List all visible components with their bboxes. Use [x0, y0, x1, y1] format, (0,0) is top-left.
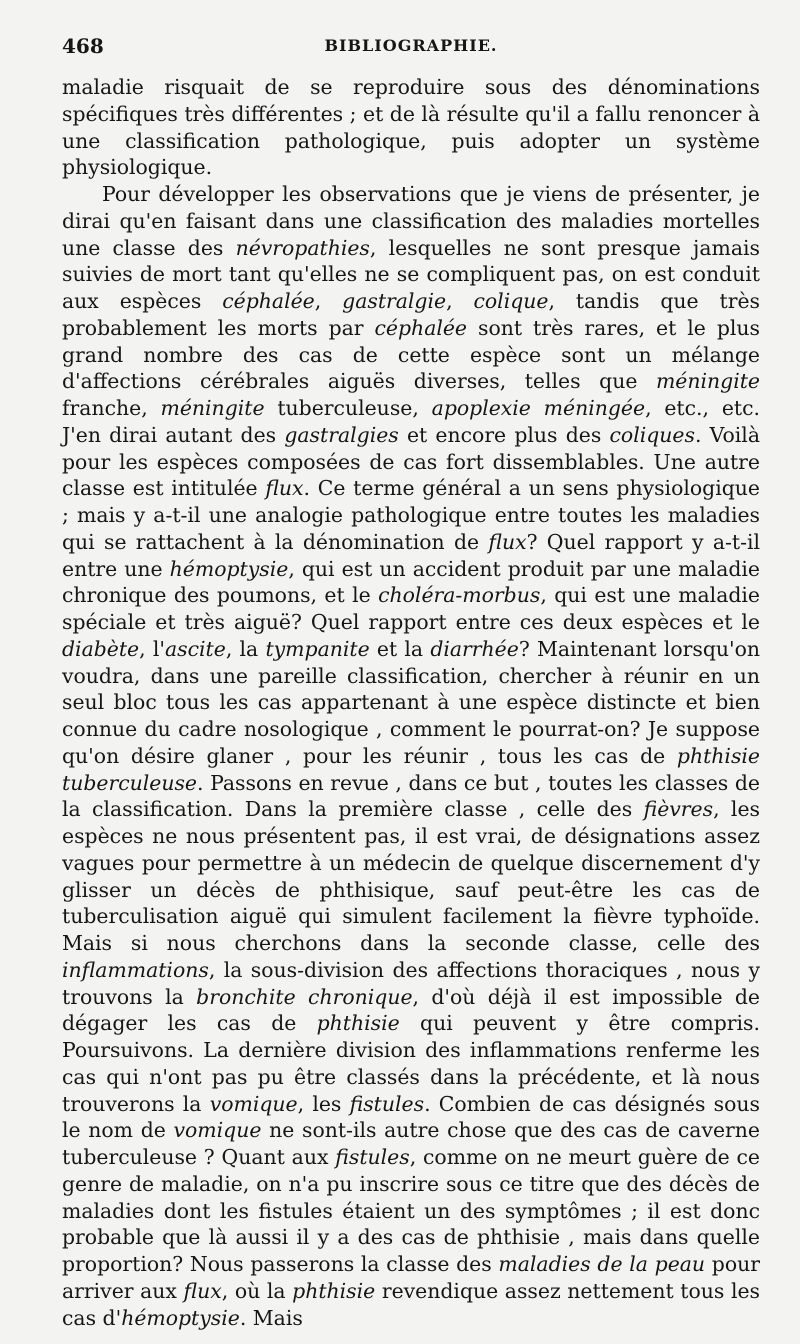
- text-run: , tandis que très probablement les morts par: [62, 289, 760, 340]
- text-run: revendique assez nettement tous les cas d': [62, 1278, 761, 1330]
- italic-term: gastralgies: [284, 422, 399, 447]
- italic-term: diarrhée: [430, 636, 519, 661]
- italic-term: céphalée: [222, 289, 315, 313]
- text-run: , qui est une maladie spéciale et très aiguë? Quel rapport entre ces deux espèces et le: [62, 583, 760, 634]
- italic-term: choléra-morbus: [378, 583, 541, 608]
- text-run: , la sous-division des affections thoraciques , nous y trouvons la: [62, 957, 760, 1009]
- italic-term: névropathies: [235, 235, 370, 260]
- text-run: . Ce terme général a un sens physiologique ; mais y a-t-il une analogie pathologique entre toutes les maladies qui se rattachent à la dénomination de: [62, 476, 760, 554]
- text-run: sont très rares, et le plus grand nombre des cas de cette espèce sont un mélange d'affections cérébrales aiguës diverses, telles que: [62, 315, 760, 394]
- text-run: et encore plus des: [398, 422, 610, 447]
- italic-term: hémoptysie: [169, 556, 289, 581]
- italic-term: vomique: [209, 1091, 298, 1116]
- italic-term: méningite: [160, 396, 265, 420]
- italic-term: hémoptysie: [121, 1305, 240, 1330]
- italic-term: méningite: [655, 369, 760, 394]
- text-run: franche,: [62, 396, 161, 420]
- italic-term: colique: [473, 289, 549, 313]
- italic-term: diabète: [62, 636, 140, 661]
- italic-term: phthisie: [292, 1278, 376, 1303]
- italic-term: coliques: [609, 422, 695, 447]
- italic-term: bronchite chronique: [196, 984, 413, 1009]
- text-run: . Passons en revue , dans ce but , toutes les classes de la classification. Dans la première classe , celle des: [62, 770, 760, 822]
- text-run: , la: [225, 636, 266, 661]
- page-header: [62, 34, 760, 78]
- italic-term: flux: [183, 1278, 222, 1303]
- text-run: , d'où déjà il est impossible de dégager les cas de: [62, 984, 760, 1036]
- text-run: qui peuvent y être compris. Poursuivons. La dernière division des inflammations renferme les cas qui n'ont pas pu être classés dans la précédente, et là nous trouverons la: [62, 1011, 760, 1116]
- italic-term: inflammations: [62, 957, 209, 982]
- text-run: maladie risquait de se reproduire sous des dénominations spécifiques très différentes ; et de là résulte qu'il a fallu renoncer à une classification pathologique, puis adopter un système physiologique.: [62, 75, 760, 180]
- paragraph: [62, 74, 760, 181]
- text-run: ? Quel rapport y a-t-il entre une: [62, 529, 761, 581]
- text-run: , les: [297, 1091, 350, 1116]
- italic-term: fièvres: [643, 797, 714, 822]
- italic-term: ascite: [164, 636, 226, 661]
- text-run: . Voilà pour les espèces composées de cas fort dissemblables. Une autre classe est intitulée: [62, 422, 760, 501]
- italic-term: céphalée: [374, 315, 468, 340]
- text-run: pour arriver aux: [62, 1252, 760, 1303]
- text-run: , comme on ne meurt guère de ce genre de maladie, on n'a pu inscrire sous ce titre que des décès de maladies dont les fistules étaient un des symptômes ; il est donc probable que là aussi il y a des cas de phthisie , mais dans quelle proportion? Nous passerons la classe des: [62, 1145, 761, 1276]
- italic-term: apoplexie méningée: [431, 396, 646, 420]
- text-run: ne sont-ils autre chose que des cas de caverne tuberculeuse ? Quant aux: [62, 1118, 761, 1169]
- italic-term: phthisie tuberculeuse: [62, 743, 760, 795]
- text-run: , lesquelles ne sont presque jamais suivies de mort tant qu'elles ne se compliquent pas, on est conduit aux espèces: [62, 235, 760, 313]
- italic-term: flux: [265, 476, 304, 501]
- text-run: tuberculeuse,: [264, 396, 432, 420]
- running-head: BIBLIOGRAPHIE.: [324, 36, 498, 55]
- text-run: ,: [314, 289, 343, 313]
- text-run: et la: [369, 636, 431, 661]
- text-run: . Combien de cas désignés sous le nom de: [62, 1091, 760, 1143]
- text-run: ? Maintenant lorsqu'on voudra, dans une pareille classification, chercher à réunir en un seul bloc tous les cas appartenant à une espèce distincte et bien connue du cadre nosologique , comment le pourrat-on? Je suppose qu'on désire glaner , pour les réunir , tous les cas de: [62, 636, 761, 768]
- italic-term: vomique: [173, 1118, 262, 1143]
- paragraph: [62, 181, 760, 1331]
- italic-term: maladies de la peau: [498, 1252, 706, 1276]
- text-run: ,: [446, 289, 474, 313]
- text-run: , etc., etc. J'en dirai autant des: [62, 396, 760, 447]
- text-run: , les espèces ne nous présentent pas, il est vrai, de désignations assez vagues pour permettre à un médecin de quelque discernement d'y glisser un décès de phthisique, sauf peut-être les cas de tuberculisation aiguë qui simulent facilement la fièvre typhoïde. Mais si nous cherchons dans la seconde classe, celle des: [62, 797, 760, 955]
- italic-term: gastralgie: [342, 289, 447, 313]
- italic-term: flux: [488, 529, 527, 554]
- text-run: , où la: [221, 1278, 293, 1303]
- italic-term: fistules: [349, 1091, 425, 1116]
- text-run: , qui est un accident produit par une maladie chronique des poumons, et le: [62, 556, 760, 608]
- text-run: Pour développer les observations que je viens de présenter, je dirai qu'en faisant dans une classification des maladies mortelles une classe des: [62, 182, 760, 260]
- text-run: . Mais: [239, 1305, 303, 1330]
- body-text: [62, 74, 760, 1331]
- italic-term: phthisie: [316, 1011, 400, 1036]
- page-number: 468: [62, 34, 104, 58]
- text-run: , l': [139, 636, 165, 661]
- italic-term: fistules: [335, 1145, 410, 1169]
- italic-term: tympanite: [265, 636, 370, 661]
